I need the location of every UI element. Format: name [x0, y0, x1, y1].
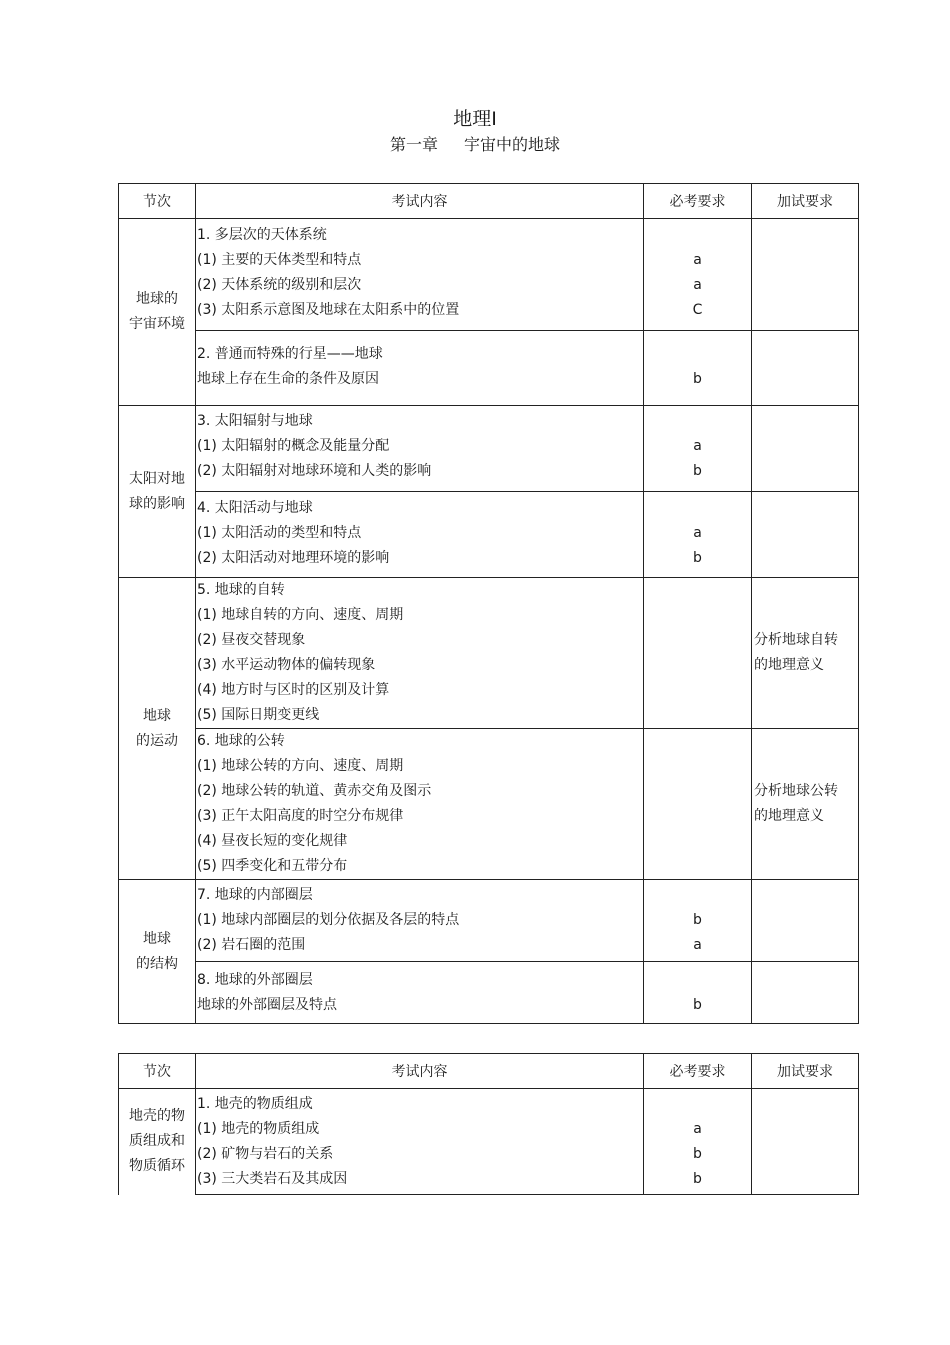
section-name: 太阳对地 球的影响 [119, 406, 196, 578]
header-row [119, 1054, 859, 1089]
section-name: 地球的 宇宙环境 [119, 219, 196, 406]
header-content: 考试内容 [196, 184, 644, 219]
exam-content: 4. 太阳活动与地球 (1) 太阳活动的类型和特点 (2) 太阳活动对地理环境的影响 [196, 492, 644, 578]
required-level: a b [644, 492, 752, 578]
extra-requirement: 分析地球自转 的地理意义 [752, 578, 859, 729]
extra-requirement [752, 492, 859, 578]
extra-requirement [752, 962, 859, 1024]
page-title: 地理Ⅰ [453, 108, 497, 130]
table-row [119, 962, 859, 1024]
required-level: b [644, 962, 752, 1024]
section-name: 地壳的物 质组成和 物质循环 [119, 1089, 196, 1195]
chapter-number: 第一章 [389, 135, 438, 154]
header-content: 考试内容 [196, 1054, 644, 1089]
required-level: b a [644, 880, 752, 962]
exam-content: 8. 地球的外部圈层 地球的外部圈层及特点 [196, 962, 644, 1024]
exam-content: 1. 地壳的物质组成 (1) 地壳的物质组成 (2) 矿物与岩石的关系 (3) 三大类岩石及其成因 [196, 1089, 644, 1195]
extra-requirement [752, 219, 859, 331]
table-row [119, 406, 859, 492]
exam-table-1 [118, 183, 859, 1024]
header-required: 必考要求 [644, 1054, 752, 1089]
table-row [119, 492, 859, 578]
table-row [119, 1089, 859, 1195]
section-name: 地球 的结构 [119, 880, 196, 1024]
required-level: a b [644, 406, 752, 492]
required-level: b [644, 331, 752, 406]
table-row [119, 729, 859, 880]
table-row [119, 219, 859, 331]
required-level [644, 578, 752, 729]
exam-content: 7. 地球的内部圈层 (1) 地球内部圈层的划分依据及各层的特点 (2) 岩石圈的范围 [196, 880, 644, 962]
required-level: a b b [644, 1089, 752, 1195]
section-name: 地球 的运动 [119, 578, 196, 880]
required-level: a a C [644, 219, 752, 331]
extra-requirement [752, 406, 859, 492]
required-level [644, 729, 752, 880]
table-row [119, 331, 859, 406]
exam-content: 5. 地球的自转 (1) 地球自转的方向、速度、周期 (2) 昼夜交替现象 (3) 水平运动物体的偏转现象 (4) 地方时与区时的区别及计算 (5) 国际日期变更线 [196, 578, 644, 729]
exam-content: 2. 普通而特殊的行星——地球 地球上存在生命的条件及原因 [196, 331, 644, 406]
header-extra: 加试要求 [752, 1054, 859, 1089]
exam-content: 3. 太阳辐射与地球 (1) 太阳辐射的概念及能量分配 (2) 太阳辐射对地球环境和人类的影响 [196, 406, 644, 492]
extra-requirement: 分析地球公转 的地理意义 [752, 729, 859, 880]
extra-requirement [752, 1089, 859, 1195]
header-section: 节次 [119, 184, 196, 219]
extra-requirement [752, 331, 859, 406]
extra-requirement [752, 880, 859, 962]
table-row [119, 578, 859, 729]
header-required: 必考要求 [644, 184, 752, 219]
chapter-heading [0, 132, 950, 155]
header-section: 节次 [119, 1054, 196, 1089]
exam-table-2 [118, 1053, 859, 1195]
table-row [119, 880, 859, 962]
exam-content: 6. 地球的公转 (1) 地球公转的方向、速度、周期 (2) 地球公转的轨道、黄赤交角及图示 (3) 正午太阳高度的时空分布规律 (4) 昼夜长短的变化规律 (5) 四季变化和五带分布 [196, 729, 644, 880]
header-extra: 加试要求 [752, 184, 859, 219]
chapter-name: 宇宙中的地球 [464, 135, 561, 154]
exam-content: 1. 多层次的天体系统 (1) 主要的天体类型和特点 (2) 天体系统的级别和层次 (3) 太阳系示意图及地球在太阳系中的位置 [196, 219, 644, 331]
header-row [119, 184, 859, 219]
